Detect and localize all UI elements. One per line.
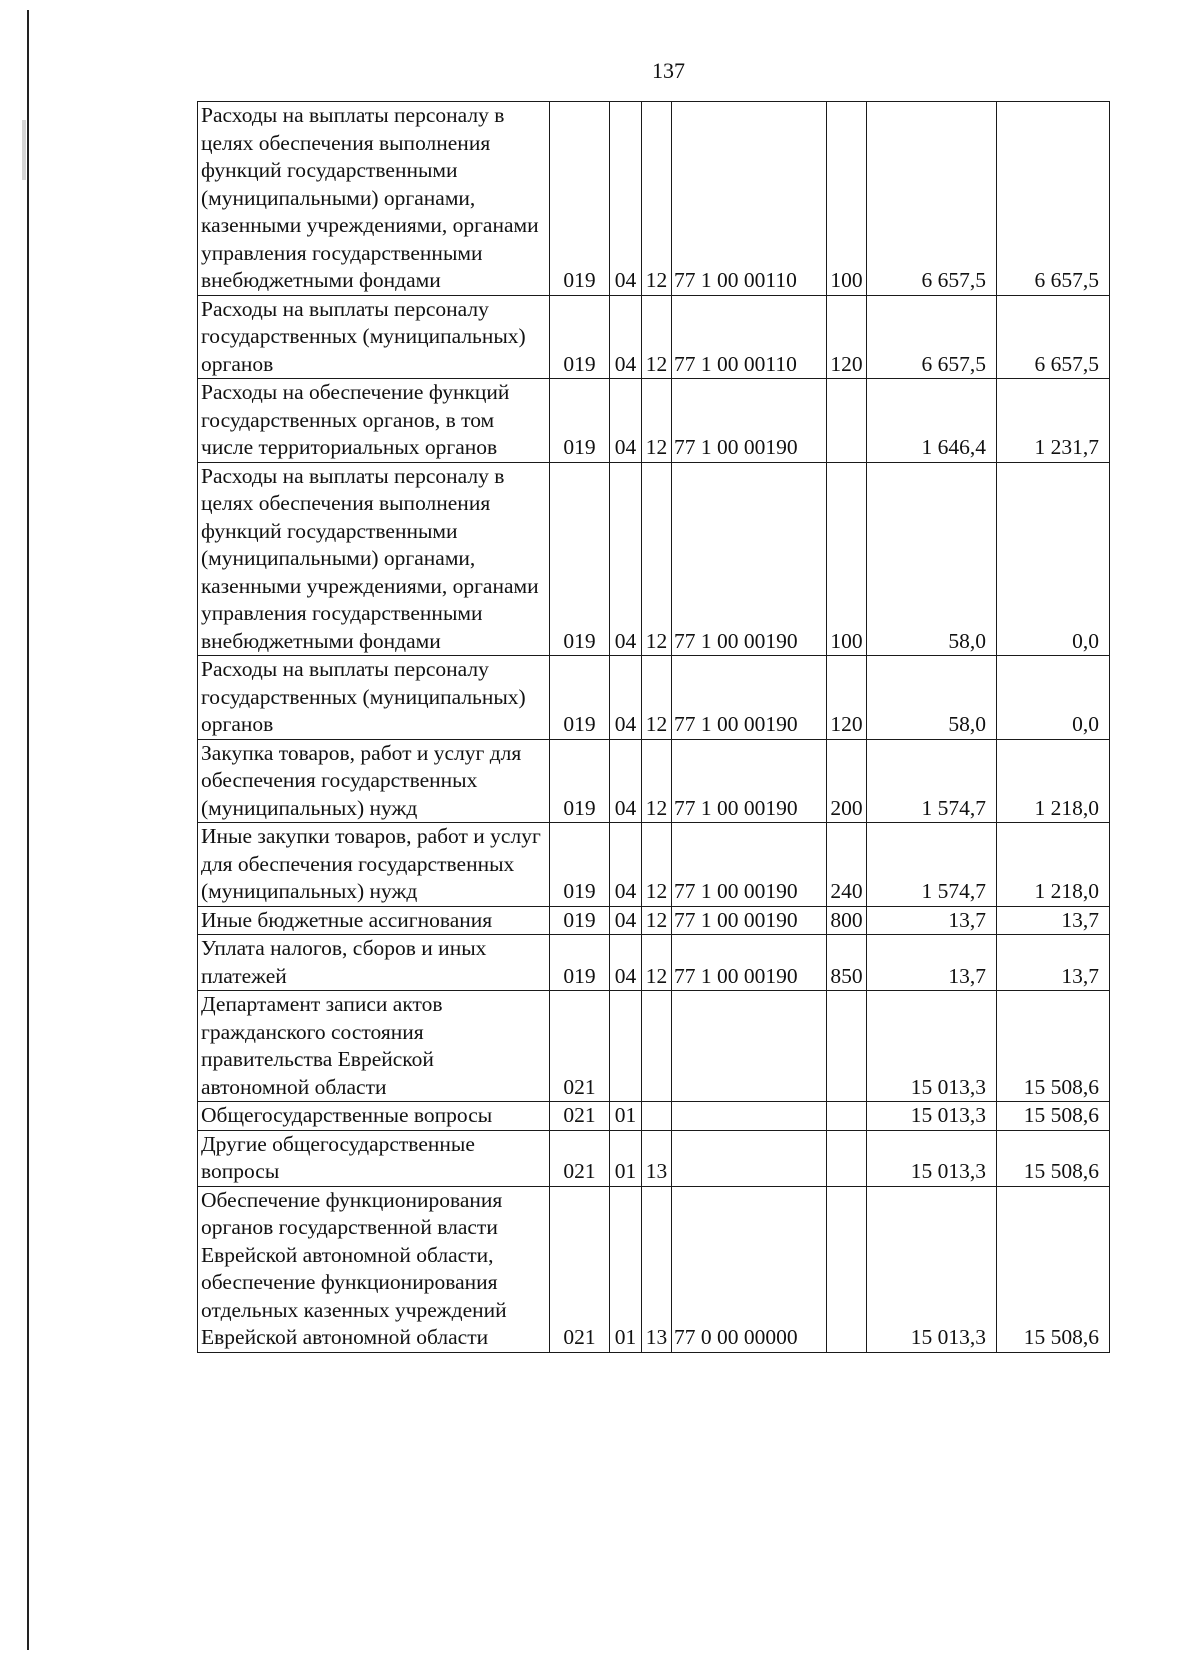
cell-pr: 12 (642, 379, 672, 463)
cell-ved: 019 (550, 295, 610, 379)
cell-sum-1: 15 013,3 (867, 1130, 997, 1186)
cell-csr: 77 1 00 00190 (672, 656, 827, 740)
cell-sum-1: 13,7 (867, 906, 997, 935)
cell-rz: 04 (610, 935, 642, 991)
table-row (198, 462, 1110, 656)
cell-csr: 77 1 00 00190 (672, 379, 827, 463)
cell-pr: 12 (642, 295, 672, 379)
table-row (198, 1102, 1110, 1131)
cell-pr: 12 (642, 935, 672, 991)
cell-ved: 019 (550, 823, 610, 907)
cell-pr: 12 (642, 739, 672, 823)
row-name: Расходы на выплаты персоналу государственных (муниципальных) органов (198, 656, 550, 740)
cell-vr: 100 (827, 462, 867, 656)
cell-csr: 77 1 00 00190 (672, 935, 827, 991)
row-name: Расходы на выплаты персоналу в целях обеспечения выполнения функций государственными (муниципальными) органами, казенными учреждениями, органами управления государственными внебюджетными фондами (198, 102, 550, 296)
cell-sum-2: 15 508,6 (997, 1130, 1110, 1186)
cell-sum-2: 13,7 (997, 935, 1110, 991)
cell-sum-2: 15 508,6 (997, 1186, 1110, 1352)
cell-vr: 200 (827, 739, 867, 823)
cell-sum-2: 13,7 (997, 906, 1110, 935)
cell-sum-2: 6 657,5 (997, 102, 1110, 296)
cell-rz: 01 (610, 1186, 642, 1352)
cell-rz: 04 (610, 656, 642, 740)
cell-ved: 019 (550, 906, 610, 935)
cell-sum-2: 15 508,6 (997, 991, 1110, 1102)
cell-vr (827, 1186, 867, 1352)
cell-rz: 04 (610, 102, 642, 296)
cell-csr (672, 1102, 827, 1131)
cell-sum-2: 6 657,5 (997, 295, 1110, 379)
budget-table (197, 101, 1110, 1353)
cell-ved: 019 (550, 462, 610, 656)
row-name: Другие общегосударственные вопросы (198, 1130, 550, 1186)
cell-sum-1: 15 013,3 (867, 1186, 997, 1352)
cell-sum-2: 15 508,6 (997, 1102, 1110, 1131)
cell-vr (827, 991, 867, 1102)
table-row (198, 823, 1110, 907)
table-row (198, 102, 1110, 296)
cell-rz: 04 (610, 379, 642, 463)
cell-vr: 120 (827, 656, 867, 740)
row-name: Закупка товаров, работ и услуг для обеспечения государственных (муниципальных) нужд (198, 739, 550, 823)
table-row (198, 379, 1110, 463)
row-name: Иные бюджетные ассигнования (198, 906, 550, 935)
row-name: Департамент записи актов гражданского состояния правительства Еврейской автономной области (198, 991, 550, 1102)
row-name: Расходы на обеспечение функций государственных органов, в том числе территориальных органов (198, 379, 550, 463)
table-row (198, 656, 1110, 740)
cell-ved: 019 (550, 102, 610, 296)
cell-vr (827, 1102, 867, 1131)
cell-vr: 240 (827, 823, 867, 907)
cell-vr: 850 (827, 935, 867, 991)
cell-csr: 77 0 00 00000 (672, 1186, 827, 1352)
cell-pr: 12 (642, 823, 672, 907)
cell-csr: 77 1 00 00190 (672, 823, 827, 907)
cell-csr: 77 1 00 00110 (672, 295, 827, 379)
cell-rz: 04 (610, 906, 642, 935)
cell-rz: 04 (610, 295, 642, 379)
scan-edge-line (27, 10, 29, 1650)
table-row (198, 295, 1110, 379)
cell-ved: 021 (550, 1102, 610, 1131)
cell-ved: 019 (550, 656, 610, 740)
row-name: Общегосударственные вопросы (198, 1102, 550, 1131)
cell-csr: 77 1 00 00110 (672, 102, 827, 296)
table-row (198, 906, 1110, 935)
cell-sum-1: 6 657,5 (867, 102, 997, 296)
cell-csr: 77 1 00 00190 (672, 739, 827, 823)
cell-rz: 01 (610, 1130, 642, 1186)
cell-sum-1: 13,7 (867, 935, 997, 991)
cell-sum-2: 1 218,0 (997, 739, 1110, 823)
cell-rz: 01 (610, 1102, 642, 1131)
cell-pr: 12 (642, 656, 672, 740)
table-row (198, 991, 1110, 1102)
cell-sum-1: 15 013,3 (867, 991, 997, 1102)
cell-vr (827, 1130, 867, 1186)
cell-sum-2: 1 231,7 (997, 379, 1110, 463)
cell-rz: 04 (610, 823, 642, 907)
cell-sum-1: 1 574,7 (867, 823, 997, 907)
row-name: Расходы на выплаты персоналу в целях обеспечения выполнения функций государственными (муниципальными) органами, казенными учреждениями, органами управления государственными внебюджетными фондами (198, 462, 550, 656)
cell-sum-1: 6 657,5 (867, 295, 997, 379)
table-row (198, 1130, 1110, 1186)
cell-csr (672, 1130, 827, 1186)
cell-vr: 800 (827, 906, 867, 935)
cell-pr (642, 1102, 672, 1131)
cell-csr: 77 1 00 00190 (672, 462, 827, 656)
table-row (198, 1186, 1110, 1352)
cell-pr (642, 991, 672, 1102)
row-name: Уплата налогов, сборов и иных платежей (198, 935, 550, 991)
cell-pr: 12 (642, 906, 672, 935)
page-number: 137 (652, 58, 685, 83)
cell-ved: 019 (550, 379, 610, 463)
cell-ved: 019 (550, 739, 610, 823)
cell-vr (827, 379, 867, 463)
cell-rz: 04 (610, 462, 642, 656)
cell-sum-1: 58,0 (867, 656, 997, 740)
row-name: Обеспечение функционирования органов государственной власти Еврейской автономной области, обеспечение функционирования отдельных казенных учреждений Еврейской автономной области (198, 1186, 550, 1352)
scan-edge-mark (22, 120, 26, 180)
cell-pr: 13 (642, 1130, 672, 1186)
cell-sum-2: 0,0 (997, 656, 1110, 740)
cell-csr (672, 991, 827, 1102)
cell-vr: 120 (827, 295, 867, 379)
cell-rz (610, 991, 642, 1102)
cell-ved: 021 (550, 1186, 610, 1352)
cell-csr: 77 1 00 00190 (672, 906, 827, 935)
cell-ved: 021 (550, 1130, 610, 1186)
cell-pr: 13 (642, 1186, 672, 1352)
cell-sum-2: 1 218,0 (997, 823, 1110, 907)
table-row (198, 739, 1110, 823)
table-row (198, 935, 1110, 991)
cell-ved: 021 (550, 991, 610, 1102)
cell-sum-1: 15 013,3 (867, 1102, 997, 1131)
cell-sum-1: 58,0 (867, 462, 997, 656)
cell-ved: 019 (550, 935, 610, 991)
cell-sum-1: 1 574,7 (867, 739, 997, 823)
cell-vr: 100 (827, 102, 867, 296)
cell-pr: 12 (642, 462, 672, 656)
row-name: Иные закупки товаров, работ и услуг для обеспечения государственных (муниципальных) нужд (198, 823, 550, 907)
cell-rz: 04 (610, 739, 642, 823)
cell-pr: 12 (642, 102, 672, 296)
cell-sum-1: 1 646,4 (867, 379, 997, 463)
row-name: Расходы на выплаты персоналу государственных (муниципальных) органов (198, 295, 550, 379)
cell-sum-2: 0,0 (997, 462, 1110, 656)
